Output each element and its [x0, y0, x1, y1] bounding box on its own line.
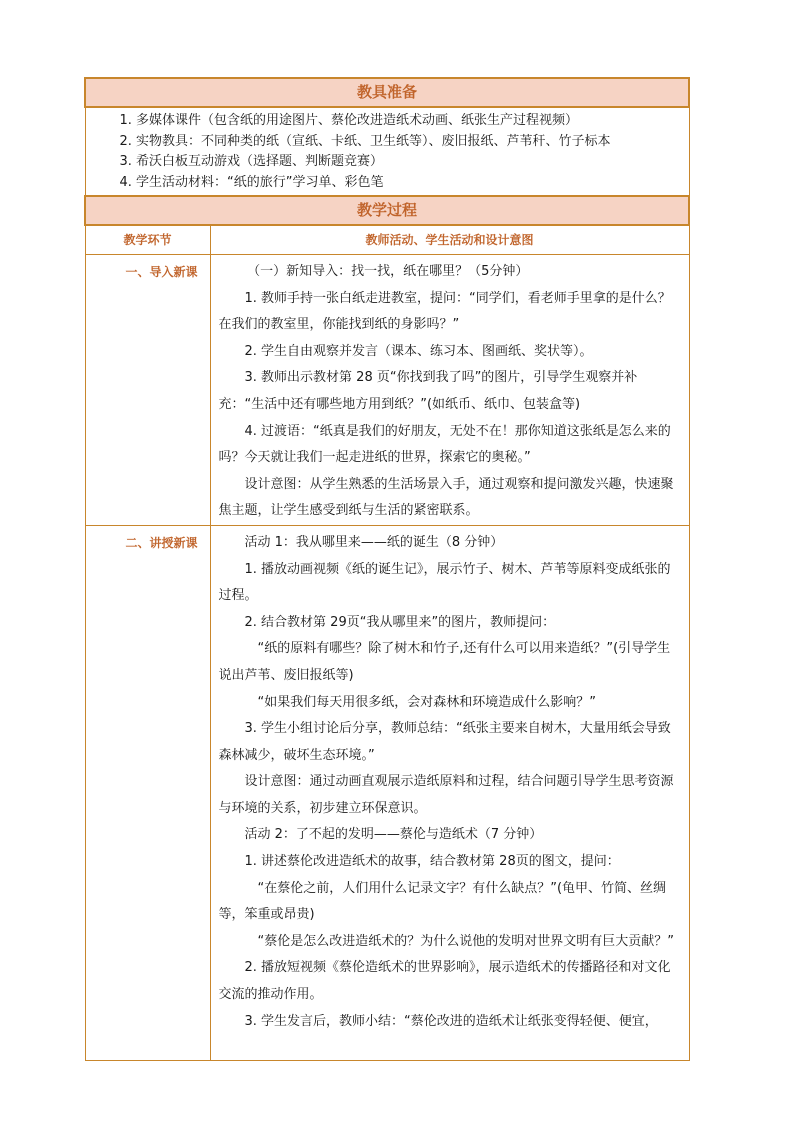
- lesson-plan-table: [84, 77, 690, 1061]
- stage-content-intro: [210, 255, 689, 526]
- stage-label-new-lesson: 二、讲授新课: [85, 525, 210, 1060]
- paragraph: 4. 过渡语：“纸真是我们的好朋友，无处不在！那你知道这张纸是怎么来的吗？今天就让我们一起走进纸的世界，探索它的奥秘。”: [218, 423, 671, 466]
- column-header-activity: 教师活动、学生活动和设计意图: [210, 225, 689, 255]
- stage-content-new-lesson: [210, 525, 689, 1060]
- paragraph: （一）新知导入：找一找，纸在哪里？（5分钟）: [247, 264, 529, 279]
- paragraph: 设计意图：通过动画直观展示造纸原料和过程，结合问题引导学生思考资源与环境的关系，初步建立环保意识。: [218, 774, 674, 816]
- paragraph: “蔡伦是怎么改进造纸术的？为什么说他的发明对世界文明有巨大贡献？”: [257, 933, 674, 949]
- paragraph: 3. 教师出示教材第 28 页“你找到我了吗”的图片，引导学生观察并补充：“生活中还有哪些地方用到纸？”(如纸币、纸巾、包装盒等): [218, 370, 638, 412]
- stage-label-intro: 一、导入新课: [85, 255, 210, 526]
- paragraph: 1. 讲述蔡伦改进造纸术的故事，结合教材第 28页的图文，提问：: [244, 854, 620, 870]
- paragraph: 活动 2：了不起的发明——蔡伦与造纸术（7 分钟）: [244, 827, 543, 843]
- lesson-plan-page: [84, 77, 688, 1061]
- paragraph: 1. 教师手持一张白纸走进教室，提问：“同学们，看老师手里拿的是什么？在我们的教室里，你能找到纸的身影吗？”: [218, 290, 671, 333]
- paragraph: 1. 播放动画视频《纸的诞生记》，展示竹子、树木、芦苇等原料变成纸张的过程。: [218, 561, 671, 604]
- process-header: 教学过程: [85, 196, 689, 225]
- paragraph: “纸的原料有哪些？除了树木和竹子,还有什么可以用来造纸？”(引导学生说出芦苇、废旧报纸等): [218, 641, 671, 683]
- prep-item: 4. 学生活动材料：“纸的旅行”学习单、彩色笔: [119, 174, 384, 190]
- paragraph: 3. 学生小组讨论后分享，教师总结：“纸张主要来自树木，大量用纸会导致森林减少，破坏生态环境。”: [218, 721, 671, 763]
- paragraph: 3. 学生发言后，教师小结：“蔡伦改进的造纸术让纸张变得轻便、便宜，: [244, 1013, 658, 1029]
- paragraph: 设计意图：从学生熟悉的生活场景入手，通过观察和提问激发兴趣，快速聚焦主题，让学生感受到纸与生活的紧密联系。: [218, 476, 674, 519]
- prep-header: 教具准备: [85, 78, 689, 107]
- paragraph: 2. 结合教材第 29页“我从哪里来”的图片，教师提问：: [244, 614, 556, 630]
- column-header-stage: 教学环节: [85, 225, 210, 255]
- prep-list: [85, 107, 689, 196]
- paragraph: 2. 学生自由观察并发言（课本、练习本、图画纸、奖状等）。: [244, 343, 593, 359]
- paragraph: 活动 1：我从哪里来——纸的诞生（8 分钟）: [244, 534, 504, 550]
- paragraph: “在蔡伦之前，人们用什么记录文字？有什么缺点？”(龟甲、竹简、丝绸等，笨重或昂贵): [218, 880, 667, 923]
- prep-item: 2. 实物教具：不同种类的纸（宣纸、卡纸、卫生纸等）、废旧报纸、芦苇秆、竹子标本: [119, 133, 611, 149]
- prep-item: 3. 希沃白板互动游戏（选择题、判断题竞赛）: [119, 154, 384, 169]
- prep-item: 1. 多媒体课件（包含纸的用途图片、蔡伦改进造纸术动画、纸张生产过程视频）: [119, 113, 579, 128]
- paragraph: 2. 播放短视频《蔡伦造纸术的世界影响》，展示造纸术的传播路径和对文化交流的推动作用。: [218, 960, 671, 1003]
- paragraph: “如果我们每天用很多纸，会对森林和环境造成什么影响？”: [257, 694, 596, 710]
